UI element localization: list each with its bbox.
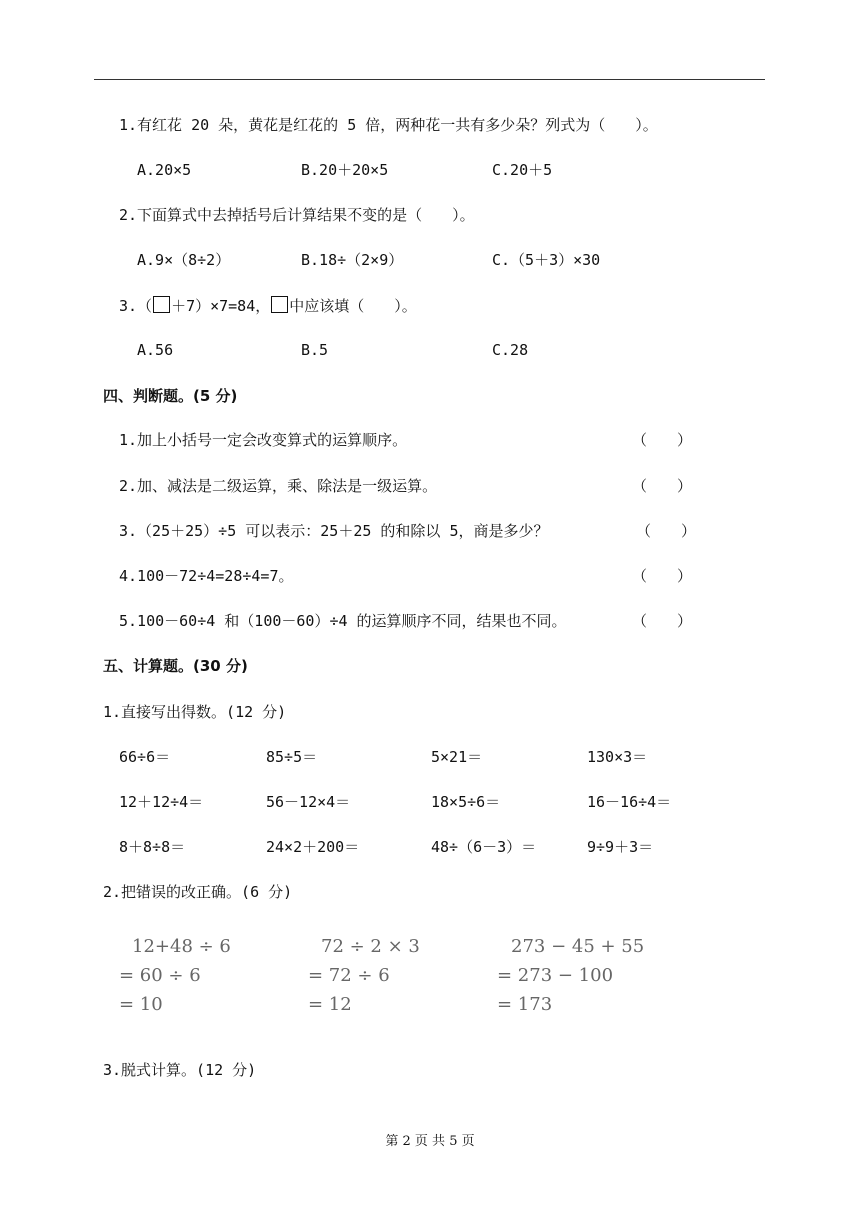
choice-q1-stem: 1.有红花 20 朵，黄花是红花的 5 倍，两种花一共有多少朵？列式为（ ）。 <box>119 116 658 134</box>
choice-q3-stem-prefix: 3.（ <box>119 297 153 315</box>
choice-q3-stem <box>119 296 417 316</box>
correction-line: = 173 <box>497 994 553 1015</box>
blank-box <box>153 296 170 313</box>
choice-q2-option-a: A.9×（8÷2） <box>137 251 231 269</box>
calc-s1-cell: 18×5÷6＝ <box>431 793 501 811</box>
calc-s1-title: 1.直接写出得数。(12 分) <box>103 703 287 721</box>
choice-q3-option-b: B.5 <box>301 341 329 359</box>
choice-q1-option-b: B.20＋20×5 <box>301 161 389 179</box>
judge-paren-2[interactable]: （ ） <box>632 477 693 495</box>
calc-s1-cell: 12＋12÷4＝ <box>119 793 204 811</box>
calc-s1-cell: 8＋8÷8＝ <box>119 838 186 856</box>
correction-line: 12+48 ÷ 6 <box>132 936 231 957</box>
calc-s1-cell: 16－16÷4＝ <box>587 793 672 811</box>
calc-s2-title: 2.把错误的改正确。(6 分) <box>103 883 293 901</box>
choice-q3-stem-suffix: 中应该填（ ）。 <box>289 297 417 315</box>
correction-line: = 273 − 100 <box>497 965 614 986</box>
choice-q2-option-c: C.（5＋3）×30 <box>492 251 601 269</box>
choice-q2-stem: 2.下面算式中去掉括号后计算结果不变的是（ ）。 <box>119 206 475 224</box>
choice-q1-option-c: C.20＋5 <box>492 161 553 179</box>
judge-paren-4[interactable]: （ ） <box>632 567 693 585</box>
choice-q2-option-b: B.18÷（2×9） <box>301 251 404 269</box>
judge-item-5: 5.100－60÷4 和（100－60）÷4 的运算顺序不同，结果也不同。 <box>119 612 567 630</box>
correction-line: 273 − 45 + 55 <box>511 936 645 957</box>
calc-s1-cell: 24×2＋200＝ <box>266 838 360 856</box>
judge-item-1: 1.加上小括号一定会改变算式的运算顺序。 <box>119 431 408 449</box>
calc-s1-cell: 9÷9＋3＝ <box>587 838 654 856</box>
choice-q1-option-a: A.20×5 <box>137 161 192 179</box>
judge-heading: 四、判断题。(5 分) <box>103 387 238 405</box>
calc-s3-title: 3.脱式计算。(12 分) <box>103 1061 257 1079</box>
calc-s1-cell: 85÷5＝ <box>266 748 318 766</box>
judge-paren-1[interactable]: （ ） <box>632 431 693 449</box>
judge-item-4: 4.100－72÷4=28÷4=7。 <box>119 567 294 585</box>
calc-s1-cell: 56－12×4＝ <box>266 793 351 811</box>
blank-box <box>271 296 288 313</box>
calc-s1-cell: 130×3＝ <box>587 748 648 766</box>
calc-s1-cell: 66÷6＝ <box>119 748 171 766</box>
correction-line: = 60 ÷ 6 <box>119 965 201 986</box>
judge-paren-3[interactable]: （ ） <box>636 522 697 540</box>
correction-line: 72 ÷ 2 × 3 <box>321 936 420 957</box>
judge-item-3: 3.（25＋25）÷5 可以表示：25＋25 的和除以 5，商是多少？ <box>119 522 549 540</box>
choice-q3-option-c: C.28 <box>492 341 529 359</box>
correction-line: = 72 ÷ 6 <box>308 965 390 986</box>
header-rule <box>94 79 765 80</box>
calc-s1-cell: 48÷（6－3）＝ <box>431 838 537 856</box>
choice-q3-option-a: A.56 <box>137 341 174 359</box>
correction-line: = 10 <box>119 994 163 1015</box>
correction-line: = 12 <box>308 994 352 1015</box>
judge-paren-5[interactable]: （ ） <box>632 612 693 630</box>
page-footer: 第 2 页 共 5 页 <box>385 1134 475 1149</box>
calc-s1-cell: 5×21＝ <box>431 748 483 766</box>
judge-item-2: 2.加、减法是二级运算，乘、除法是一级运算。 <box>119 477 438 495</box>
choice-q3-stem-mid: ＋7）×7=84， <box>171 297 271 315</box>
calc-heading: 五、计算题。(30 分) <box>103 657 248 675</box>
